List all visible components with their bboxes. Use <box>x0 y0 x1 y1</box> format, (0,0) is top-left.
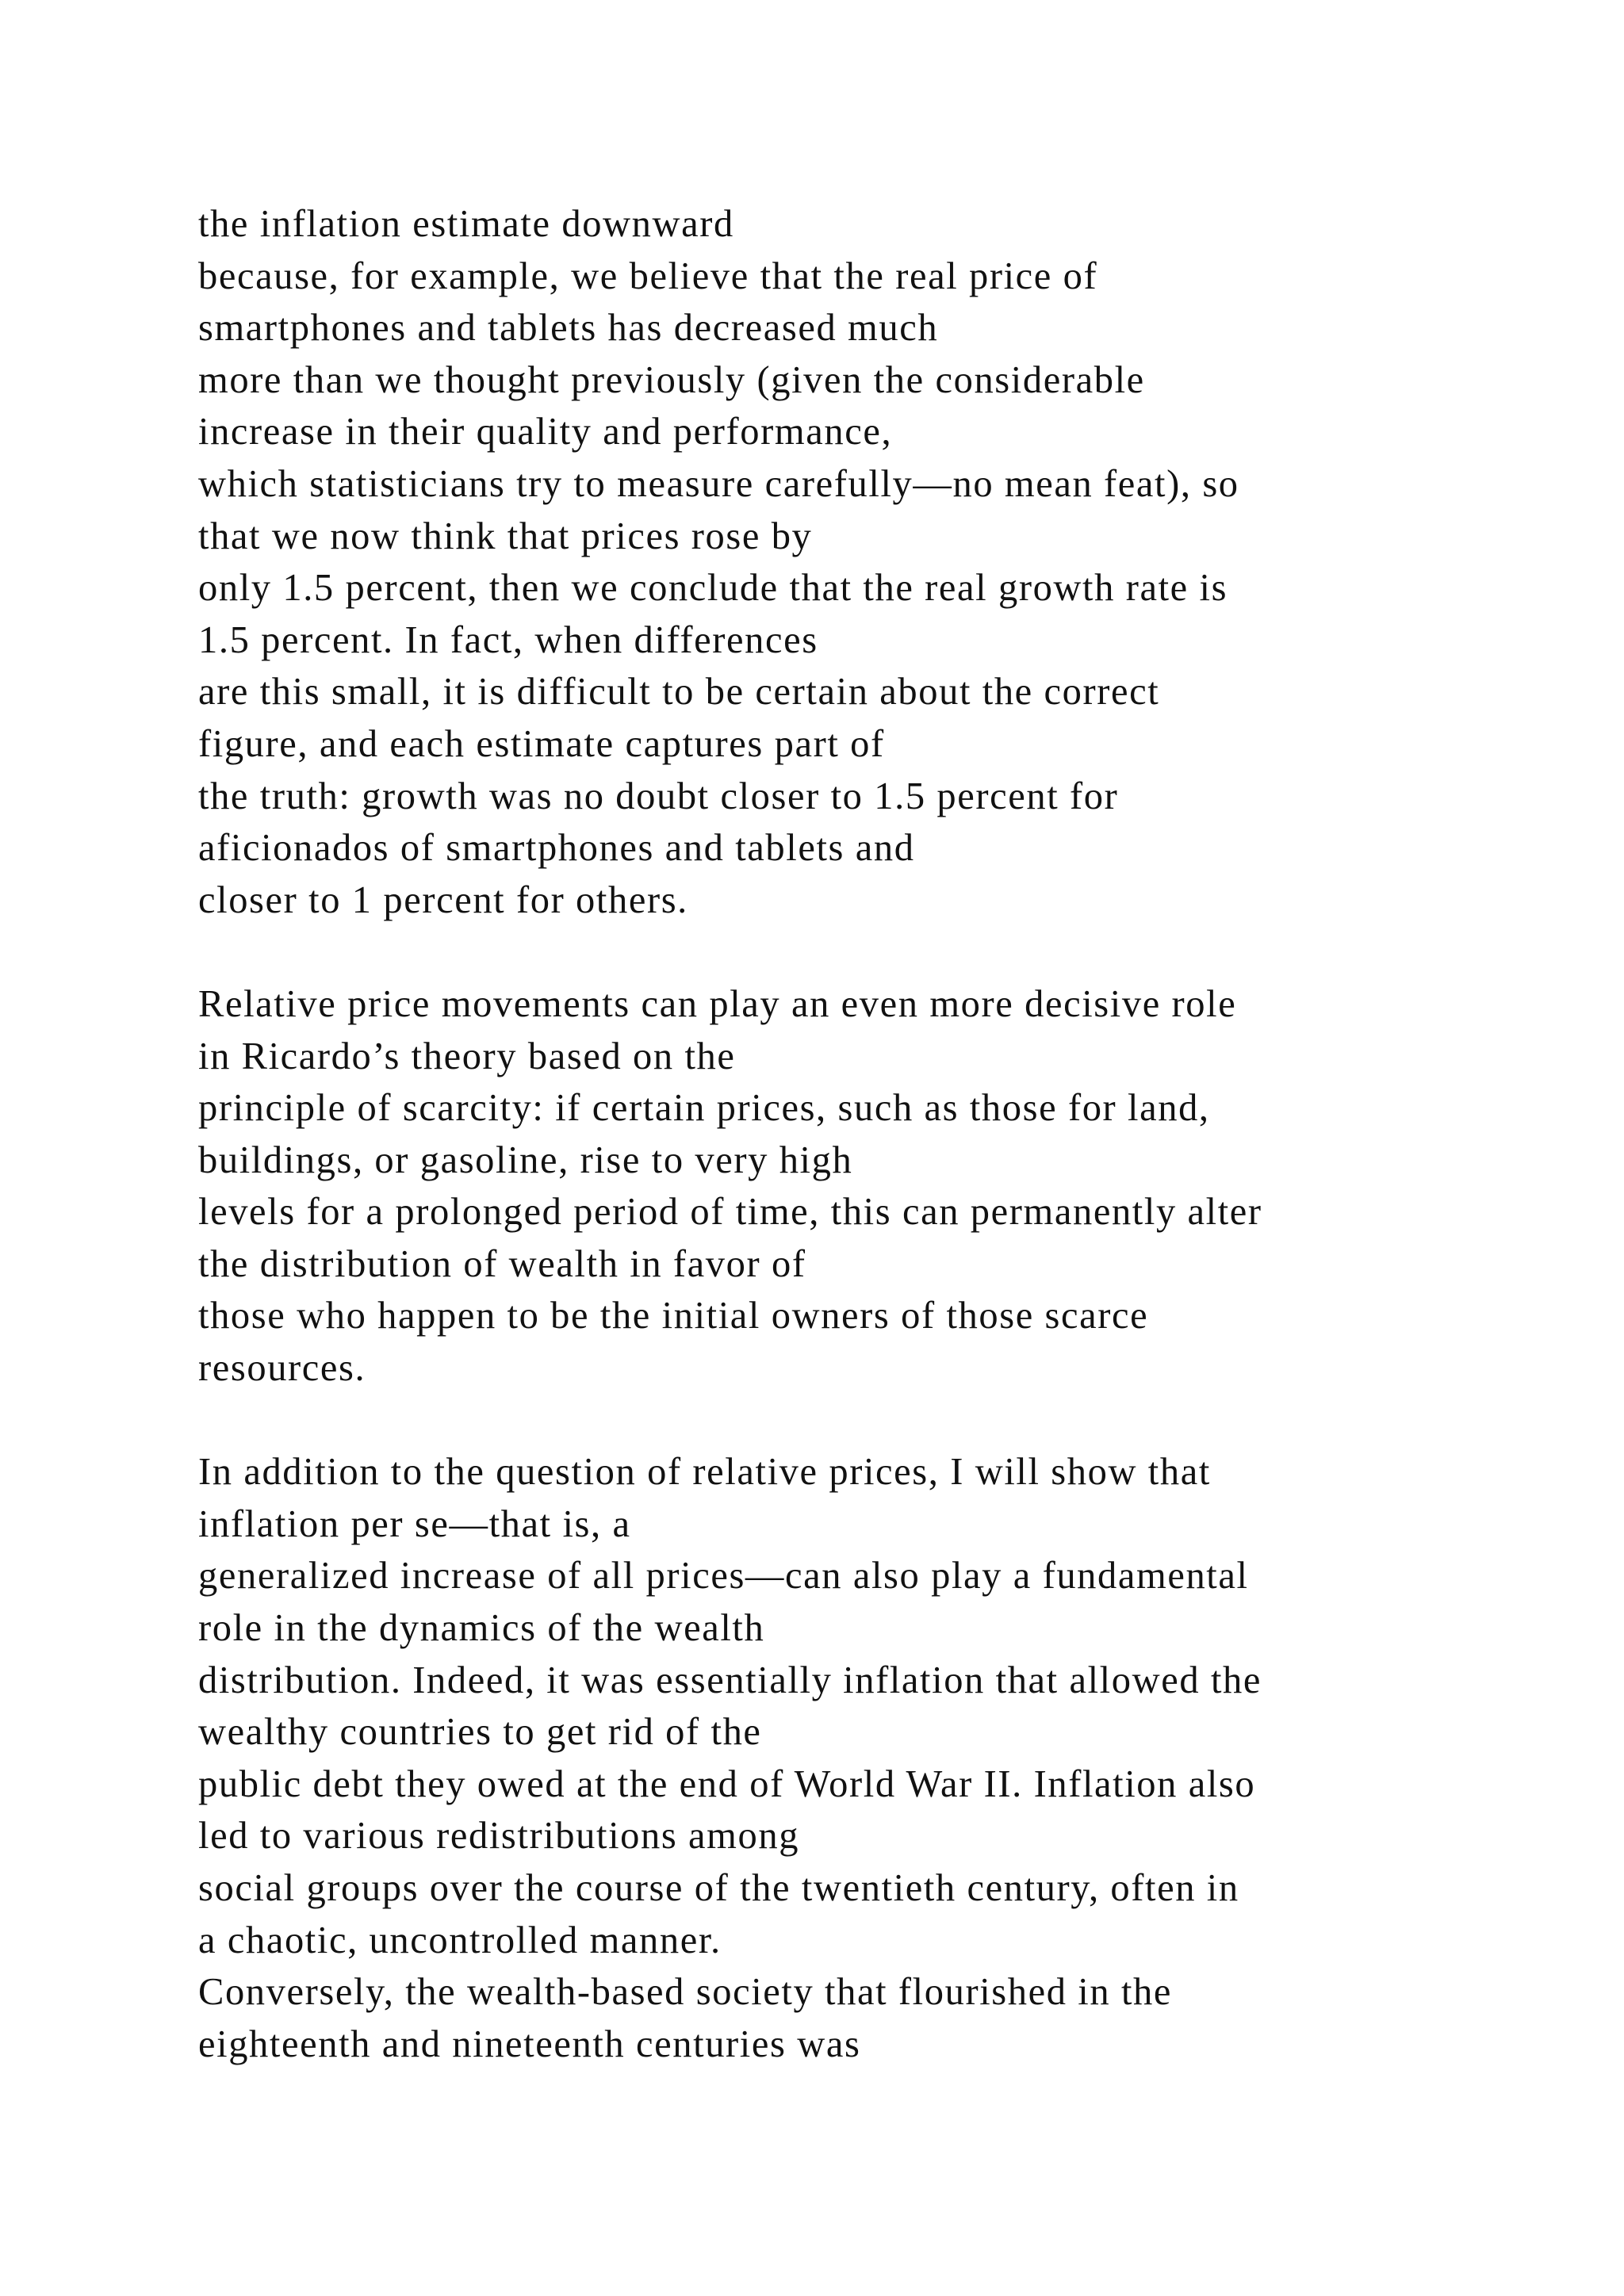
text-line: those who happen to be the initial owners of those scarce <box>198 1295 1149 1337</box>
text-line: increase in their quality and performance, <box>198 411 893 453</box>
text-line: more than we thought previously (given the considerable <box>198 358 1145 401</box>
text-line: smartphones and tablets has decreased much <box>198 307 939 350</box>
text-line: social groups over the course of the twentieth century, often in <box>198 1867 1239 1909</box>
text-line: the inflation estimate downward <box>198 203 734 245</box>
paragraph-3 <box>198 1446 1546 2070</box>
text-line: inflation per se—that is, a <box>198 1502 631 1545</box>
text-line: only 1.5 percent, then we conclude that the real growth rate is <box>198 567 1228 610</box>
document-body <box>198 198 1546 2070</box>
text-line: closer to 1 percent for others. <box>198 878 688 921</box>
paragraph-2 <box>198 978 1546 1395</box>
text-line: role in the dynamics of the wealth <box>198 1607 765 1650</box>
text-line: principle of scarcity: if certain prices, such as those for land, <box>198 1087 1210 1130</box>
text-line: are this small, it is difficult to be certain about the correct <box>198 671 1160 714</box>
text-line: levels for a prolonged period of time, this can permanently alter <box>198 1191 1262 1234</box>
text-line: Conversely, the wealth-based society that flourished in the <box>198 1971 1172 2014</box>
text-line: aficionados of smartphones and tablets and <box>198 827 915 870</box>
text-line: 1.5 percent. In fact, when differences <box>198 618 818 661</box>
text-line: eighteenth and nineteenth centuries was <box>198 2022 861 2065</box>
text-line: In addition to the question of relative prices, I will show that <box>198 1451 1211 1494</box>
text-line: the truth: growth was no doubt closer to 1.5 percent for <box>198 775 1119 817</box>
paragraph-1 <box>198 198 1546 926</box>
text-line: that we now think that prices rose by <box>198 515 813 557</box>
text-line: resources. <box>198 1347 366 1390</box>
text-line: wealthy countries to get rid of the <box>198 1711 762 1754</box>
text-line: in Ricardo’s theory based on the <box>198 1035 736 1077</box>
text-line: which statisticians try to measure carefully—no mean feat), so <box>198 462 1239 505</box>
text-line: figure, and each estimate captures part of <box>198 722 885 765</box>
text-line: buildings, or gasoline, rise to very high <box>198 1138 853 1181</box>
text-line: led to various redistributions among <box>198 1815 800 1858</box>
text-line: public debt they owed at the end of World War II. Inflation also <box>198 1762 1256 1805</box>
text-line: generalized increase of all prices—can also play a fundamental <box>198 1555 1249 1598</box>
text-line: a chaotic, uncontrolled manner. <box>198 1919 722 1961</box>
text-line: because, for example, we believe that the real price of <box>198 254 1098 297</box>
text-line: the distribution of wealth in favor of <box>198 1242 806 1285</box>
text-line: Relative price movements can play an even more decisive role <box>198 982 1237 1025</box>
paragraph-gap <box>198 926 1546 978</box>
paragraph-gap <box>198 1395 1546 1447</box>
text-line: distribution. Indeed, it was essentially inflation that allowed the <box>198 1659 1262 1701</box>
